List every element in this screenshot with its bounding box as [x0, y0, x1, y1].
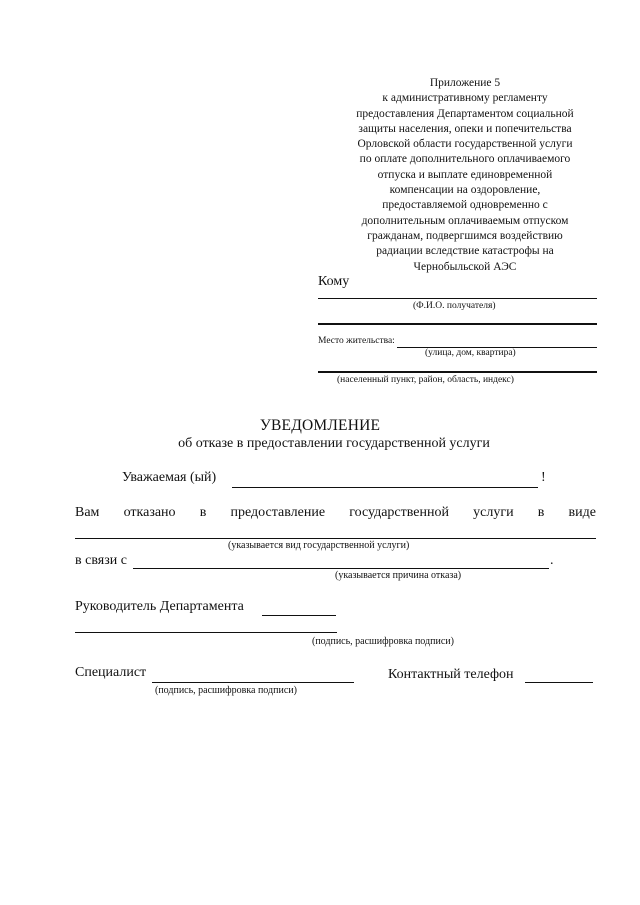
service-line: [75, 538, 596, 539]
greeting-end: !: [541, 470, 546, 485]
fio-line: [318, 298, 597, 299]
appendix-line: компенсации на оздоровление,: [389, 184, 541, 197]
refusal-word: виде: [568, 505, 596, 520]
appendix-line: предоставляемой одновременно с: [382, 199, 548, 212]
head-hint: (подпись, расшифровка подписи): [312, 636, 454, 647]
appendix-line: гражданам, подвергшимся воздействию: [367, 229, 563, 242]
appendix-header: [330, 76, 600, 275]
notice-title: УВЕДОМЛЕНИЕ: [259, 417, 381, 434]
refusal-word: услуги: [473, 505, 514, 520]
appendix-line: отпуска и выплате единовременной: [377, 168, 553, 181]
appendix-line: предоставления Департаментом социальной: [356, 107, 574, 120]
greeting-label: Уважаемая (ый): [122, 470, 217, 485]
appendix-line: Чернобыльской АЭС: [413, 260, 517, 273]
refusal-word: отказано: [123, 505, 176, 520]
phone-label: Контактный телефон: [388, 667, 514, 682]
appendix-line: радиации вследствие катастрофы на: [376, 245, 554, 258]
phone-line: [525, 682, 593, 683]
appendix-line: Приложение 5: [429, 77, 501, 89]
head-signature-line: [75, 632, 337, 633]
to-label: Кому: [318, 274, 350, 289]
refusal-word: Вам: [75, 505, 100, 520]
notice-subtitle: об отказе в предоставлении государственной услуги: [178, 436, 490, 451]
fio-line-2: [318, 323, 597, 325]
refusal-word: в: [537, 505, 545, 520]
appendix-line: Орловской области государственной услуги: [357, 138, 573, 151]
due-to-label: в связи с: [75, 553, 127, 568]
refusal-sentence: [75, 505, 596, 521]
street-hint: (улица, дом, квартира): [425, 348, 516, 358]
appendix-line: по оплате дополнительного оплачиваемого: [359, 153, 571, 166]
refusal-word: предоставление: [230, 505, 326, 520]
appendix-line: дополнительным оплачиваемым отпуском: [361, 214, 569, 227]
greeting-line: [232, 487, 538, 488]
reason-hint: (указывается причина отказа): [335, 570, 462, 581]
residence-label: Место жительства:: [318, 336, 395, 346]
appendix-line: защиты населения, опеки и попечительства: [358, 122, 572, 135]
appendix-line: к административному регламенту: [382, 92, 548, 105]
refusal-word: в: [199, 505, 207, 520]
specialist-label: Специалист: [75, 665, 147, 680]
specialist-line: [152, 682, 354, 683]
reason-line: [133, 568, 549, 569]
fio-hint: (Ф.И.О. получателя): [413, 301, 496, 311]
refusal-word: государственной: [349, 505, 449, 520]
service-hint: (указывается вид государственной услуги): [228, 540, 410, 551]
specialist-hint: (подпись, расшифровка подписи): [155, 685, 297, 696]
head-label: Руководитель Департамента: [75, 599, 244, 614]
locality-hint: (населенный пункт, район, область, индекс): [337, 375, 514, 385]
due-to-end: .: [550, 553, 554, 568]
head-short-line: [262, 615, 336, 616]
locality-line: [318, 371, 597, 373]
